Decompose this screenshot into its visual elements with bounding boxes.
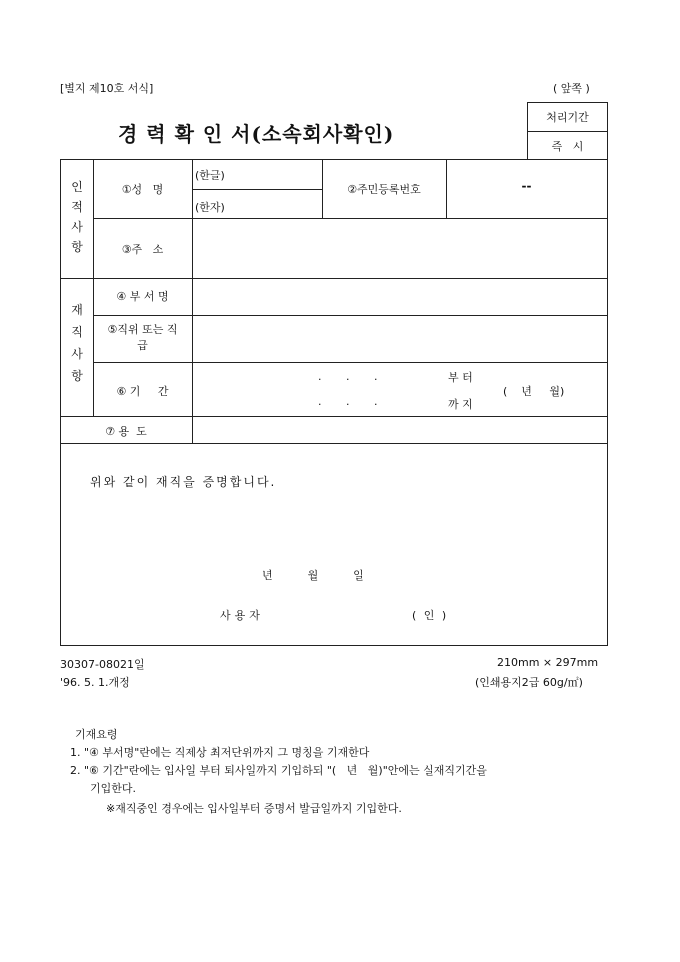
note-item-2-continued: 기입한다.: [90, 782, 137, 795]
period-end-dots[interactable]: . . .: [318, 395, 378, 408]
name-hangul-field[interactable]: (한글): [195, 169, 225, 182]
rrn-field[interactable]: --: [521, 179, 532, 193]
period-label: ⑥ 기 간: [116, 385, 169, 398]
employer-label: 사용자: [220, 609, 264, 622]
paper-size: 210mm × 297mm: [497, 656, 599, 669]
department-label: ④ 부 서 명: [116, 290, 169, 303]
notes-title: 기재요령: [75, 728, 118, 741]
period-duration[interactable]: ( 년 월): [503, 385, 565, 398]
note-item-2: 2. "⑥ 기간"란에는 입사일 부터 퇴사일까지 기입하되 "( 년 월)"안에는 실재직기간을: [70, 764, 487, 777]
form-code: 30307-08021일: [60, 658, 145, 671]
document-title: 경 력 확 인 서(소속회사확인): [118, 122, 395, 146]
rrn-label: ②주민등록번호: [347, 183, 421, 196]
processing-period-value: 즉 시: [551, 140, 584, 153]
name-label: ①성 명: [121, 183, 164, 196]
note-item-3: ※재직중인 경우에는 입사일부터 증명서 발급일까지 기입한다.: [106, 802, 402, 815]
period-to-label: 까 지: [448, 398, 473, 411]
seal-mark: ( 인 ): [412, 609, 449, 622]
purpose-label: ⑦ 용 도: [105, 425, 147, 438]
name-hanja-field[interactable]: (한자): [195, 201, 225, 214]
processing-period-label: 처리기간: [546, 111, 589, 124]
department-field[interactable]: [193, 279, 607, 314]
address-label: ③주 소: [121, 243, 164, 256]
revision-date: '96. 5. 1.개정: [60, 676, 130, 689]
form-number: [별지 제10호 서식]: [60, 82, 154, 95]
position-label: ⑤직위 또는 직 급: [107, 323, 178, 352]
purpose-field[interactable]: [193, 417, 607, 442]
position-field[interactable]: [193, 316, 607, 361]
address-field[interactable]: [193, 219, 607, 277]
period-from-label: 부 터: [448, 371, 473, 384]
certification-statement: 위와 같이 재직을 증명합니다.: [90, 475, 277, 489]
page-side: ( 앞쪽 ): [553, 82, 590, 95]
note-item-1: 1. "④ 부서명"란에는 직제상 최저단위까지 그 명칭을 기재한다: [70, 746, 370, 759]
paper-spec: (인쇄용지2급 60g/㎡): [475, 676, 583, 689]
issue-date-line[interactable]: 년 월 일: [262, 569, 364, 582]
period-start-dots[interactable]: . . .: [318, 370, 378, 383]
